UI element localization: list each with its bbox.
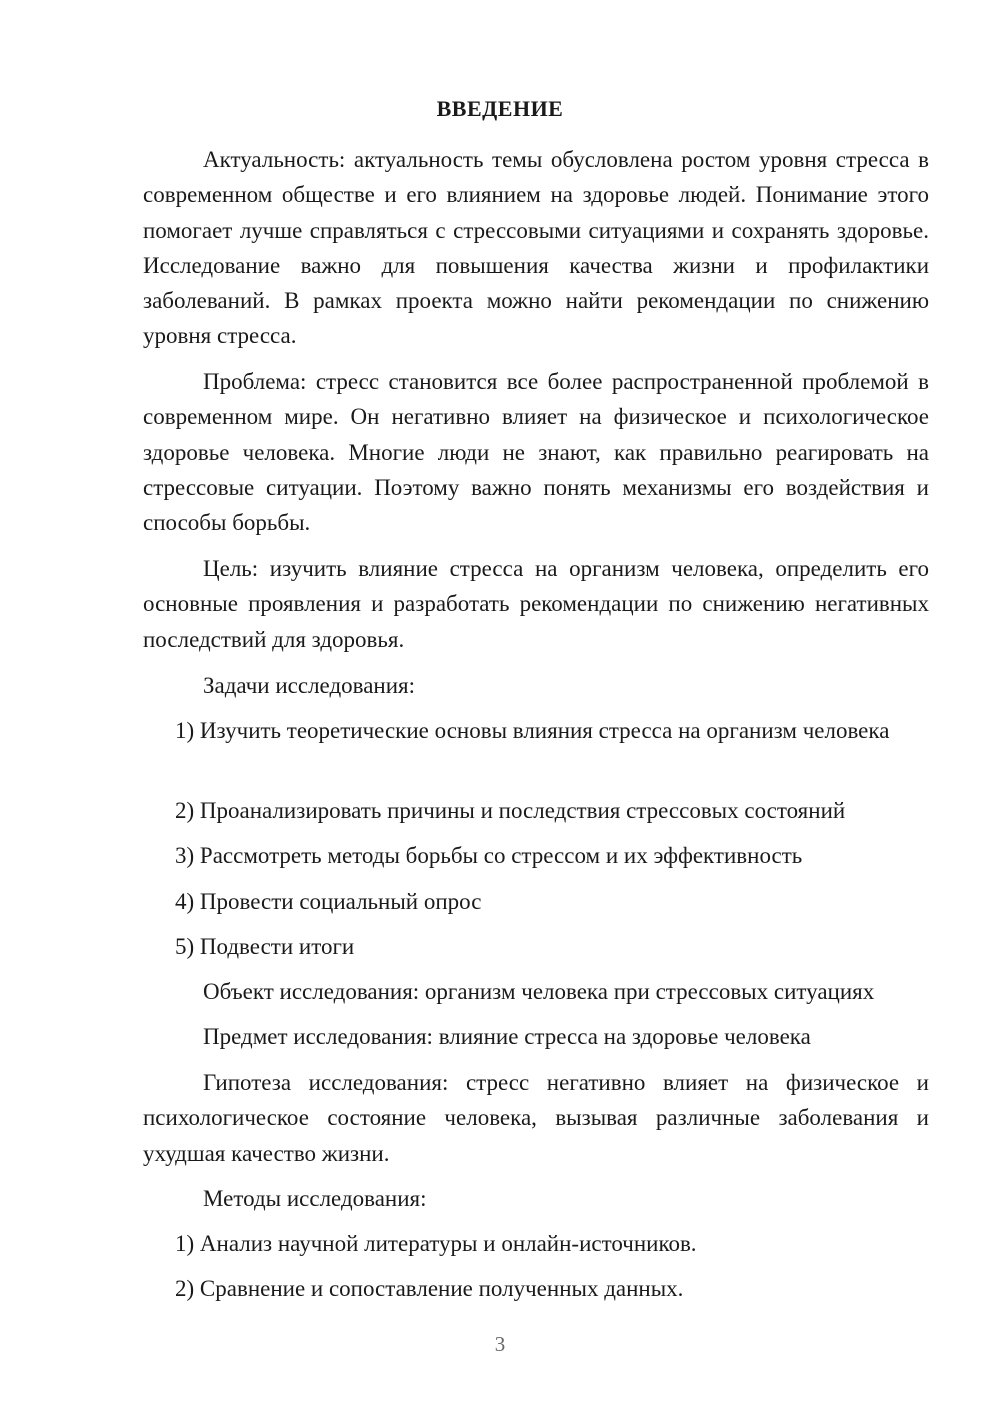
- section-heading: ВВЕДЕНИЕ: [436, 96, 564, 121]
- method-item-1: 1) Анализ научной литературы и онлайн-источников.: [175, 1231, 697, 1256]
- task-item-5: 5) Подвести итоги: [175, 934, 355, 959]
- hypothesis-text: Гипотеза исследования: стресс негативно влияет на физическое и психологическое состояние человека, вызывая различные заболевания и ухудшая качество жизни.: [143, 1070, 929, 1166]
- task-item-2: 2) Проанализировать причины и последствия стрессовых состояний: [175, 798, 846, 823]
- page-number: 3: [494, 1332, 506, 1356]
- task-item-3: 3) Рассмотреть методы борьбы со стрессом и их эффективность: [175, 843, 803, 868]
- hypothesis-paragraph: [143, 1065, 929, 1171]
- method-item-2: 2) Сравнение и сопоставление полученных данных.: [175, 1276, 684, 1301]
- task-item-4: 4) Провести социальный опрос: [175, 889, 482, 914]
- research-object: Объект исследования: организм человека при стрессовых ситуациях: [203, 979, 875, 1004]
- problem-text: Проблема: стресс становится все более распространенной проблемой в современном мире. Он негативно влияет на физическое и психологическое здоровье человека. Многие люди не знают, как правильно реагировать на стрессовые ситуации. Поэтому важно понять механизмы его воздействия и способы борьбы.: [143, 369, 929, 536]
- goal-paragraph: [143, 551, 929, 657]
- problem-paragraph: [143, 364, 929, 540]
- methods-heading: Методы исследования:: [203, 1186, 427, 1211]
- relevance-paragraph: [143, 142, 929, 354]
- goal-text: Цель: изучить влияние стресса на организм человека, определить его основные проявления и разработать рекомендации по снижению негативных последствий для здоровья.: [143, 556, 929, 652]
- research-subject: Предмет исследования: влияние стресса на здоровье человека: [203, 1024, 811, 1049]
- tasks-heading: Задачи исследования:: [203, 673, 416, 698]
- task-item-1: 1) Изучить теоретические основы влияния стресса на организм человека: [175, 718, 890, 743]
- relevance-text: Актуальность: актуальность темы обусловлена ростом уровня стресса в современном обществе и его влиянием на здоровье людей. Понимание этого помогает лучше справляться с стрессовыми ситуациями и сохранять здоровье. Исследование важно для повышения качества жизни и профилактики заболеваний. В рамках проекта можно найти рекомендации по снижению уровня стресса.: [143, 147, 929, 349]
